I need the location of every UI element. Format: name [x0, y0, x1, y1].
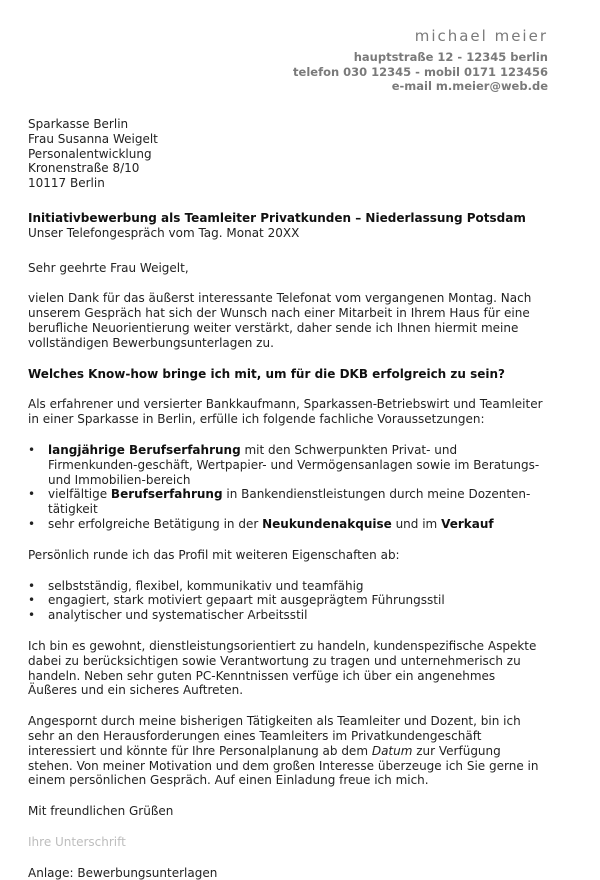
bullet-icon: • [28, 516, 36, 531]
list-item-text: analytischer und systematischer Arbeitsstil [48, 608, 308, 623]
service-paragraph: Ich bin es gewohnt, dienstleistungsorientiert zu handeln, kundenspezifische Aspekte dabei zu berücksichtigen sowie Verantwortung zu tragen und unternehmerisch zu handeln. Neben sehr guten PC-Kenntnissen verfüge ich über ein angenehmes Äußeres und ein sicheres Auftreten. [28, 638, 537, 698]
emphasis-text: langjährige Berufserfahrung [48, 442, 241, 457]
subject-reference: Unser Telefongespräch vom Tag. Monat 20XX [28, 225, 300, 240]
bullet-icon: • [28, 578, 36, 593]
letter-body [28, 117, 548, 880]
list-item-text: sehr erfolgreiche Betätigung in der [48, 516, 263, 531]
emphasis-text: Verkauf [441, 516, 494, 531]
profile-intro: Persönlich runde ich das Profil mit weiteren Eigenschaften ab: [28, 547, 400, 562]
bullet-icon: • [28, 608, 36, 623]
sender-block [293, 26, 548, 94]
subject-title: Initiativbewerbung als Teamleiter Privatkunden – Niederlassung Potsdam [28, 210, 526, 225]
recipient-line: Frau Susanna Weigelt [28, 131, 158, 146]
qualification-list [28, 443, 548, 532]
traits-list [28, 579, 548, 623]
list-item-text: vielfältige [48, 487, 111, 502]
list-item [28, 579, 548, 594]
list-item [28, 487, 548, 517]
closing-text: zur Verfügung stehen. Von meiner Motivation und dem großen Interesse überzeuge ich Sie gerne in einem persönlichen Gespräch. Auf einen Einladung freue ich mich. [28, 743, 539, 788]
sender-address: hauptstraße 12 - 12345 berlin [353, 50, 548, 64]
bullet-icon: • [28, 593, 36, 608]
recipient-line: Sparkasse Berlin [28, 117, 129, 131]
list-item-text: mit den Schwerpunkten Privat- und Firmenkunden-geschäft, Wertpapier- und Vermögensanlagen sowie im Beratungs- und Immobilien-bereich [48, 442, 540, 487]
list-item-text: engagiert, stark motiviert gepaart mit ausgeprägtem Führungsstil [48, 593, 445, 608]
list-item [28, 517, 548, 532]
recipient-line: Personalentwicklung [28, 146, 152, 161]
emphasis-text: Neukundenakquise [262, 516, 392, 531]
sender-name: michael meier [414, 27, 548, 45]
signature-placeholder: Ihre Unterschrift [28, 834, 126, 849]
recipient-line: Kronenstraße 8/10 [28, 161, 140, 176]
list-item [28, 593, 548, 608]
bullet-icon: • [28, 442, 36, 457]
qualification-intro: Als erfahrener und versierter Bankkaufmann, Sparkassen-Betriebswirt und Teamleiter in einer Sparkasse in Berlin, erfülle ich folgende fachliche Voraussetzungen: [28, 397, 543, 427]
list-item [28, 608, 548, 623]
closing-paragraph [28, 714, 548, 788]
bullet-icon: • [28, 487, 36, 502]
section-heading: Welches Know-how bringe ich mit, um für die DKB erfolgreich zu sein? [28, 366, 506, 381]
attachment-note: Anlage: Bewerbungsunterlagen [28, 865, 218, 880]
list-item-text: und im [391, 516, 442, 531]
emphasis-text: Berufserfahrung [110, 487, 223, 502]
list-item [28, 443, 548, 487]
closing-text: Angespornt durch meine bisherigen Tätigkeiten als Teamleiter und Dozent, bin ich sehr an den Herausforderungen eines Teamleiters im Privatkundengeschäft interessiert und könnte für Ihre Personalplanung ab dem [28, 714, 521, 758]
recipient-address [28, 117, 548, 191]
intro-paragraph: vielen Dank für das äußerst interessante Telefonat vom vergangenen Montag. Nach unserem Gespräch hat sich der Wunsch nach einer Mitarbeit in Ihrem Haus für eine berufliche Neuorientierung weiter verstärkt, daher sende ich Ihnen hiermit meine vollständigen Bewerbungsunterlagen zu. [28, 291, 532, 350]
salutation: Sehr geehrte Frau Weigelt, [28, 260, 189, 275]
list-item-text: in Bankendienstleistungen durch meine Dozenten-tätigkeit [48, 487, 531, 517]
date-placeholder: Datum [371, 743, 413, 758]
sender-email: e-mail m.meier@web.de [391, 79, 548, 93]
recipient-line: 10117 Berlin [28, 176, 105, 191]
greeting: Mit freundlichen Grüßen [28, 804, 174, 819]
list-item-text: selbstständig, flexibel, kommunikativ und teamfähig [48, 578, 364, 593]
sender-phone: telefon 030 12345 - mobil 0171 123456 [293, 64, 548, 79]
